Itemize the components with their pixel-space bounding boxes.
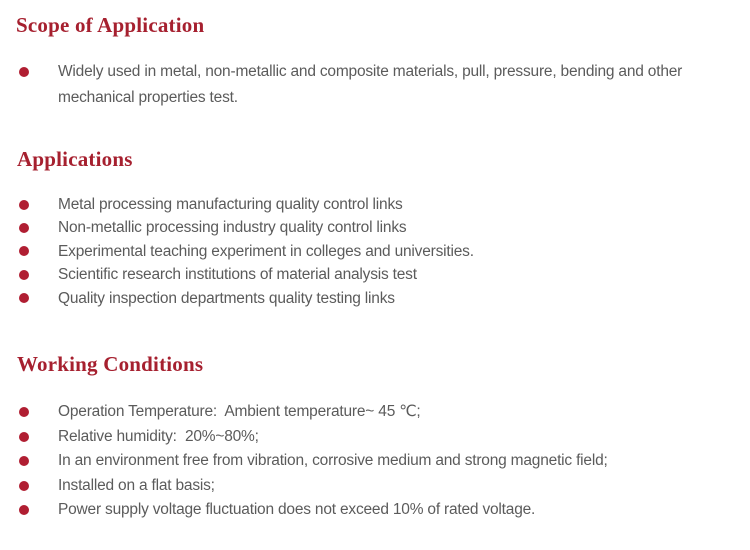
list-item-text: Experimental teaching experiment in colleges and universities.	[58, 242, 474, 260]
bullet-icon	[19, 407, 29, 417]
bullet-icon	[19, 293, 29, 303]
list-item-text: In an environment free from vibration, corrosive medium and strong magnetic field;	[58, 452, 608, 469]
list-item-text: Scientific research institutions of material analysis test	[58, 266, 417, 284]
list-item-text: Operation Temperature: Ambient temperature~ 45 ℃;	[58, 403, 421, 420]
section-title-scope-of-application: Scope of Application	[16, 13, 205, 37]
list-item	[17, 263, 737, 286]
list-item-text: Power supply voltage fluctuation does not exceed 10% of rated voltage.	[58, 501, 536, 518]
bullet-icon	[19, 223, 29, 233]
bullet-icon	[19, 456, 29, 466]
list-item	[17, 287, 737, 310]
bullet-icon	[19, 432, 29, 442]
list-item-text: Quality inspection departments quality testing links	[58, 289, 395, 307]
bullet-icon	[19, 200, 29, 210]
scope-bullet-list	[17, 59, 718, 111]
list-item	[17, 216, 737, 239]
list-item	[17, 400, 737, 425]
list-item-text: Widely used in metal, non-metallic and composite materials, pull, pressure, bending and other mechanical properties test.	[58, 63, 687, 106]
section-title-working-conditions: Working Conditions	[17, 352, 204, 376]
bullet-icon	[19, 67, 29, 77]
list-item	[17, 240, 737, 263]
list-item-text: Relative humidity: 20%~80%;	[58, 427, 259, 445]
list-item	[17, 449, 737, 474]
list-item-text: Metal processing manufacturing quality control links	[58, 196, 403, 213]
bullet-icon	[19, 270, 29, 280]
applications-bullet-list	[17, 193, 737, 310]
bullet-icon	[19, 246, 29, 256]
working-conditions-bullet-list	[17, 400, 737, 523]
list-item	[17, 474, 737, 499]
list-item	[17, 498, 737, 523]
list-item	[17, 425, 737, 450]
list-item	[17, 193, 737, 216]
bullet-icon	[19, 481, 29, 491]
section-title-applications: Applications	[17, 147, 133, 171]
list-item-text: Installed on a flat basis;	[58, 476, 215, 494]
list-item	[17, 59, 718, 111]
bullet-icon	[19, 505, 29, 515]
list-item-text: Non-metallic processing industry quality control links	[58, 219, 407, 237]
